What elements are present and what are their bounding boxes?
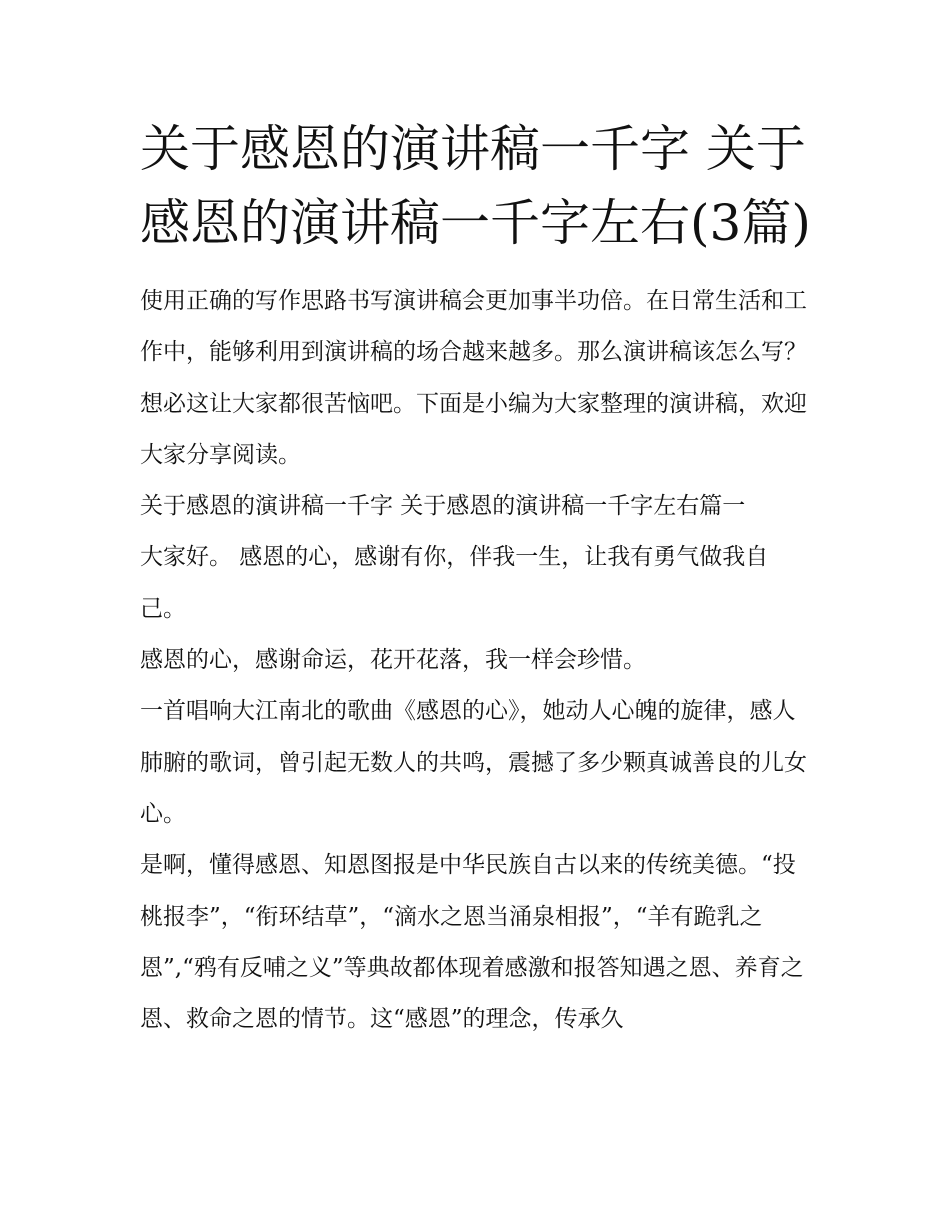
document-title: 关于感恩的演讲稿一千字 关于感恩的演讲稿一千字左右(3篇) <box>140 120 811 252</box>
paragraph-lyric: 感恩的心，感谢命运，花开花落，我一样会珍惜。 <box>140 647 646 674</box>
paragraph-greeting: 大家好。 感恩的心，感谢有你，伴我一生，让我有勇气做我自己。 <box>140 544 769 622</box>
paragraph-tradition: 是啊，懂得感恩、知恩图报是中华民族自古以来的传统美德。“投桃报李”，“衔环结草”，“滴水之恩当涌泉相报”，“羊有跪乳之恩”,“鸦有反哺之义”等典故都体现着感激和报答知遇之恩、养育之恩、救命之恩的情节。这“感恩”的理念，传承久 <box>140 852 804 1033</box>
document-page <box>140 112 812 1045</box>
paragraph-song: 一首唱响大江南北的歌曲《感恩的心》，她动人心魄的旋律，感人肺腑的歌词，曾引起无数人的共鸣，震撼了多少颗真诚善良的儿女心。 <box>140 698 807 827</box>
document-body <box>140 276 812 1045</box>
paragraph-intro: 使用正确的写作思路书写演讲稿会更加事半功倍。在日常生活和工作中，能够利用到演讲稿的场合越来越多。那么演讲稿该怎么写？想必这让大家都很苦恼吧。下面是小编为大家整理的演讲稿，欢迎大家分享阅读。 <box>140 288 807 468</box>
paragraph-section-heading: 关于感恩的演讲稿一千字 关于感恩的演讲稿一千字左右篇一 <box>140 493 746 520</box>
